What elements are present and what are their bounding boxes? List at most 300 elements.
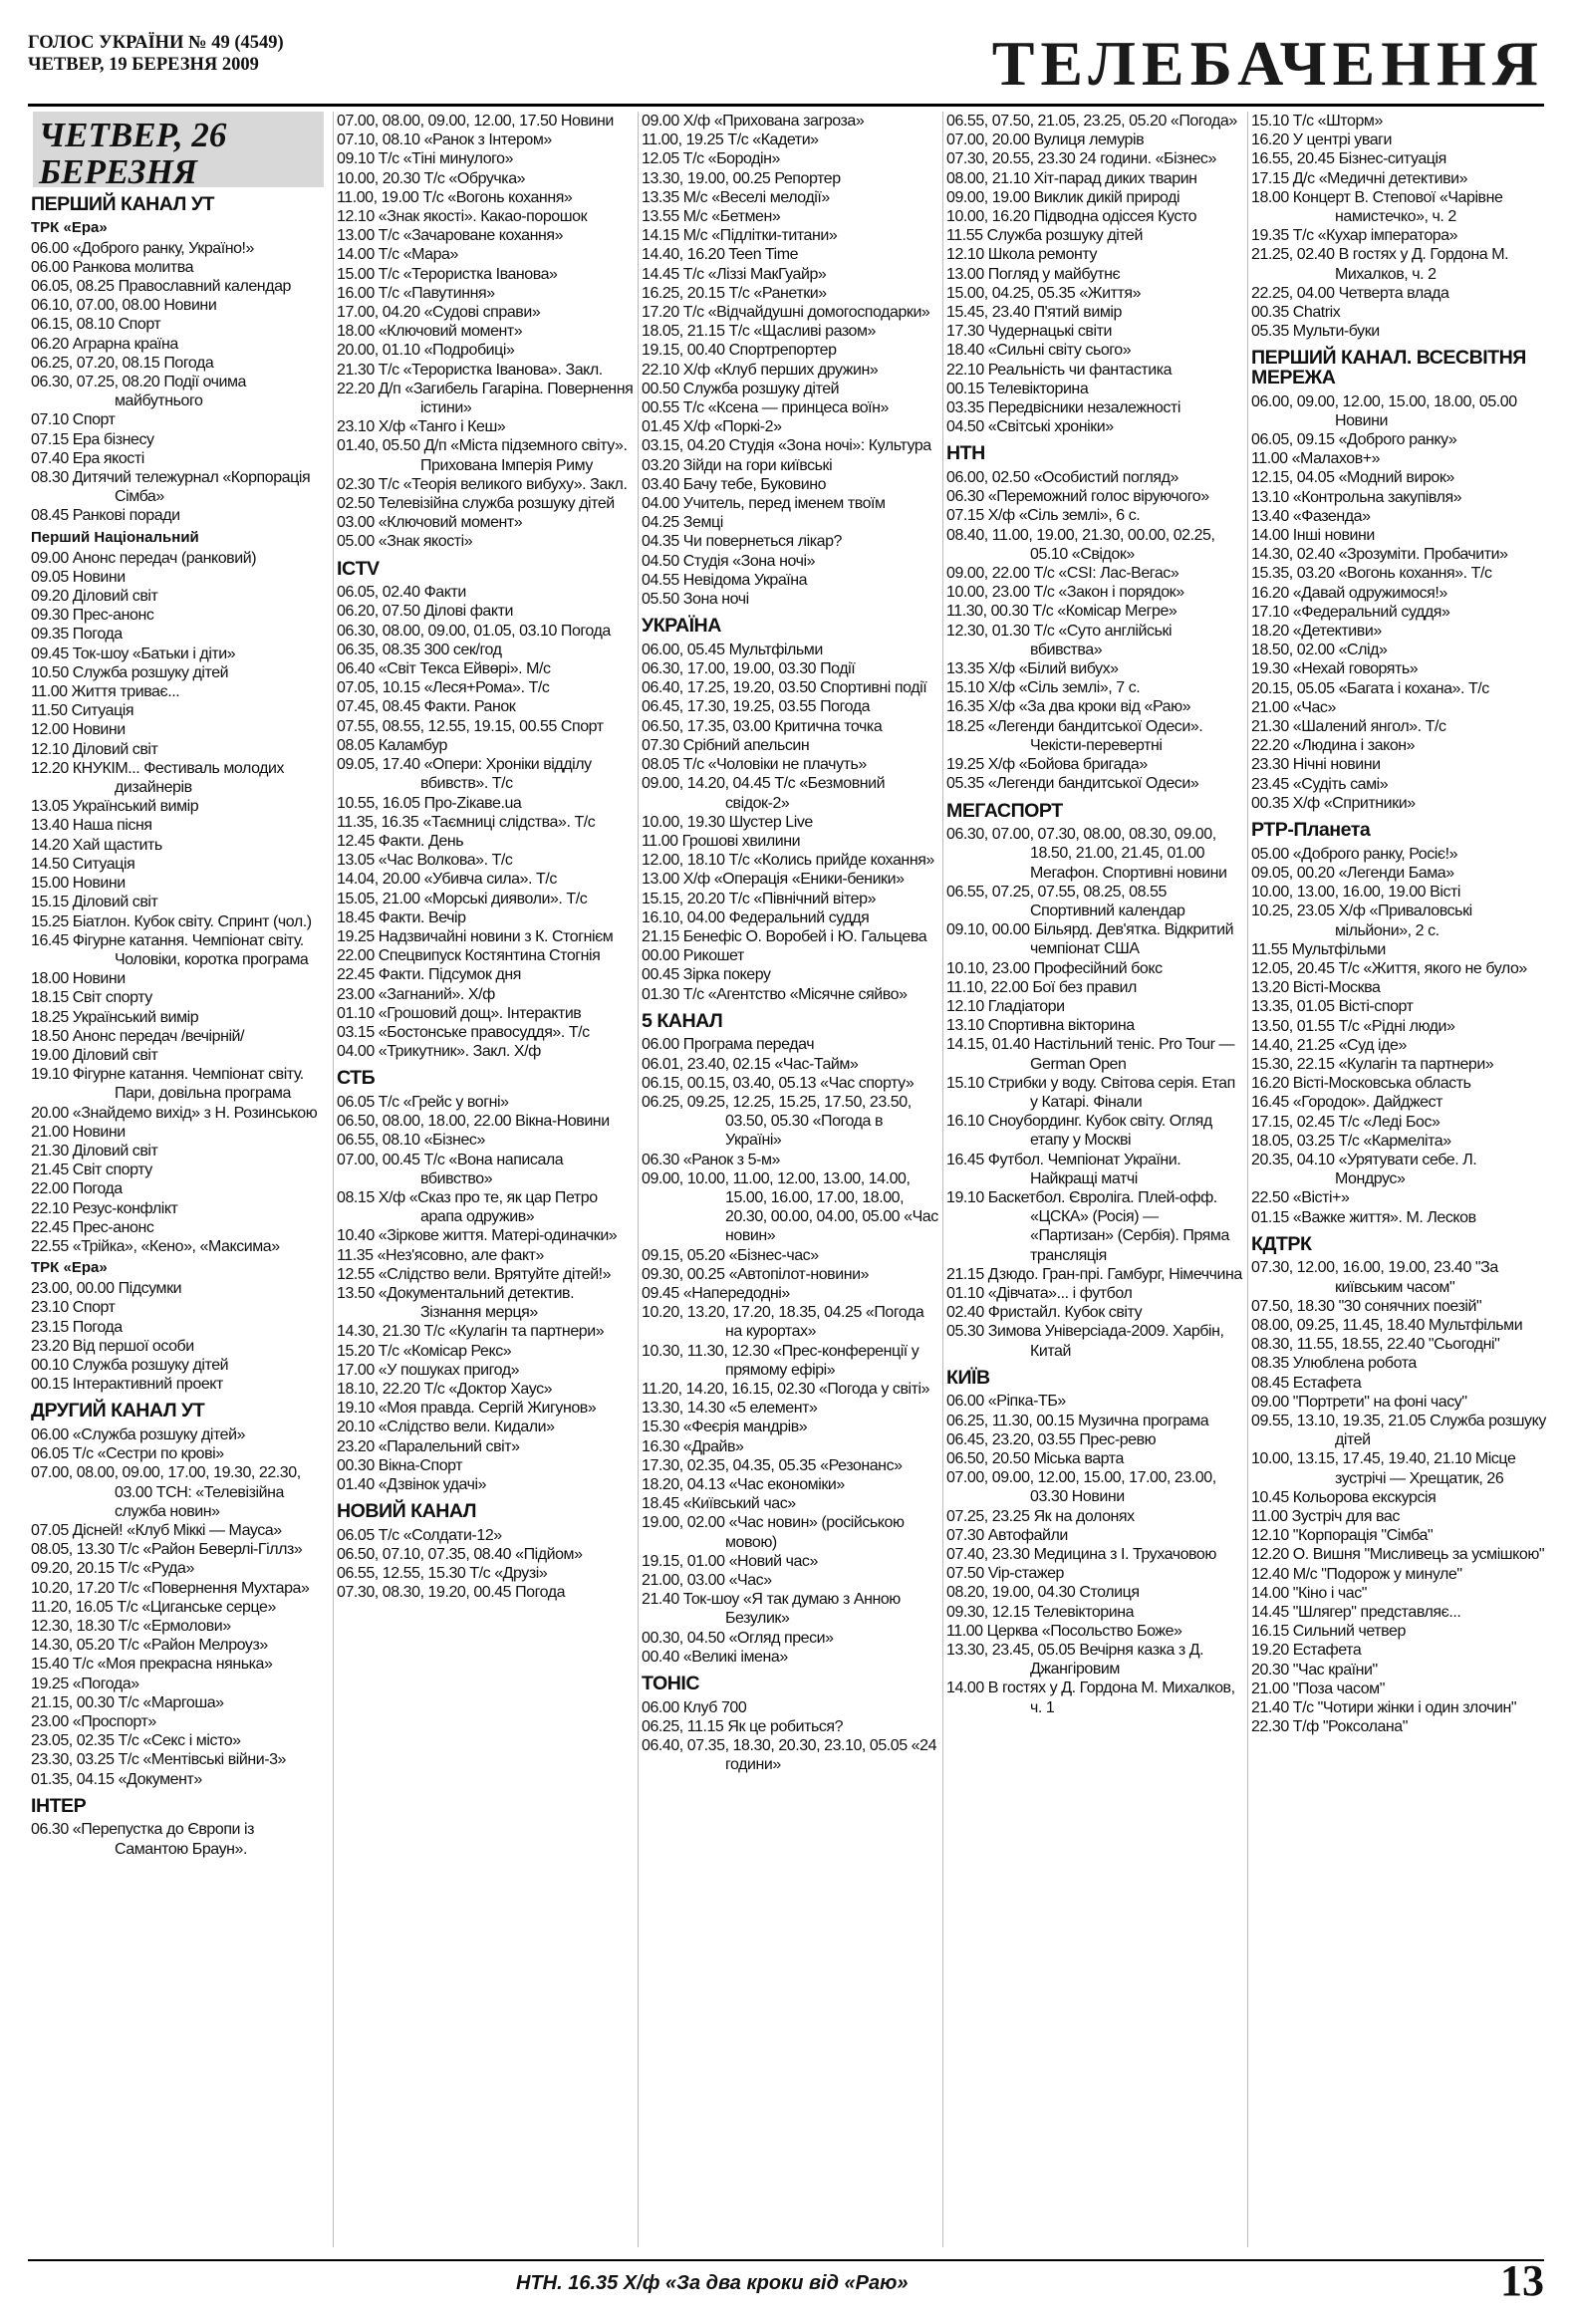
program-entry: 18.20 «Детективи» [1251, 623, 1382, 641]
program-entry: 12.45 Факти. День [337, 832, 464, 850]
program-entry: 09.20, 20.15 Т/с «Руда» [31, 1560, 194, 1578]
program-entry: 11.35, 16.35 «Таємниці слідства». Т/с [337, 813, 596, 831]
issue-line-1: ГОЛОС УКРАЇНИ № 49 (4549) [28, 33, 284, 53]
program-entry: 12.10 Школа ремонту [946, 246, 1098, 264]
program-entry: 14.30, 05.20 Т/с «Район Мелроуз» [31, 1637, 268, 1655]
program-entry: 17.30 Чудернацькі світи [946, 323, 1112, 341]
program-entry: 03.15, 04.20 Студія «Зона ночі»: Культура [642, 437, 931, 455]
program-entry: 20.10 «Слідство вели. Кидали» [337, 1419, 555, 1436]
program-entry: 09.10, 00.00 Більярд. Дев'ятка. Відкритий чемпіонат США [946, 921, 1234, 958]
program-entry: 09.35 Погода [31, 626, 123, 644]
program-entry: 14.00 Т/с «Мара» [337, 246, 458, 264]
program-entry: 06.40 «Світ Текса Ейвөрі». М/с [337, 660, 551, 678]
program-entry: 08.40, 11.00, 19.00, 21.30, 00.00, 02.25, 05.10 «Свідок» [946, 526, 1215, 563]
program-entry: 09.00 Х/ф «Прихована загроза» [642, 113, 865, 129]
program-entry: 20.30 "Час країни" [1251, 1661, 1378, 1678]
program-entry: 09.00 "Портрети" на фоні часу" [1251, 1393, 1467, 1411]
program-entry: 23.00 «Проспорт» [31, 1713, 156, 1731]
program-entry: 18.50 Анонс передач /вечірній/ [31, 1027, 245, 1045]
program-entry: 11.55 Мультфільми [1251, 940, 1386, 958]
program-entry: 06.50, 20.50 Міська варта [946, 1449, 1124, 1467]
program-entry: 18.05, 21.15 Т/с «Щасливі разом» [642, 323, 876, 341]
program-entry: 08.45 Естафета [1251, 1374, 1362, 1392]
program-entry: 04.35 Чи повернеться лікар? [642, 533, 842, 551]
program-entry: 03.15 «Бостонське правосуддя». Т/с [337, 1023, 590, 1041]
program-entry: 18.50, 02.00 «Слід» [1251, 642, 1388, 659]
program-entry: 06.00 «Ріпка-ТБ» [946, 1393, 1066, 1411]
program-entry: 15.00 Новини [31, 875, 126, 893]
program-entry: 14.00 Інші новини [1251, 527, 1375, 545]
program-entry: 06.00 Клуб 700 [642, 1698, 747, 1716]
program-entry: 11.00 Життя триває... [31, 683, 180, 701]
program-entry: 18.25 Український вимір [31, 1008, 199, 1026]
program-entry: 07.55, 08.55, 12.55, 19.15, 00.55 Спорт [337, 717, 604, 735]
program-entry: 19.10 Баскетбол. Євроліга. Плей-офф. «ЦСКА» (Росія) — «Партизан» (Сербія). Пряма трансляція [946, 1188, 1229, 1264]
program-entry: 09.05, 17.40 «Опери: Хроніки відділу вбивств». Т/с [337, 756, 592, 793]
channel-subheading: Перший Національний [31, 528, 199, 546]
program-entry: 10.50 Служба розшуку дітей [31, 663, 229, 681]
program-entry: 18.25 «Легенди бандитської Одеси». Чекісти-перевертні [946, 717, 1203, 754]
program-entry: 11.50 Ситуація [31, 702, 134, 720]
channel-heading: ICTV [337, 557, 380, 580]
program-entry: 16.20 Вісті-Московська область [1251, 1075, 1471, 1093]
program-entry: 07.30, 20.55, 23.30 24 години. «Бізнес» [946, 150, 1216, 168]
program-entry: 07.30, 12.00, 16.00, 19.00, 23.40 "За київським часом" [1251, 1259, 1498, 1296]
program-entry: 00.15 Телевікторина [946, 380, 1089, 397]
program-entry: 06.30, 08.00, 09.00, 01.05, 03.10 Погода [337, 622, 611, 640]
program-entry: 08.15 Х/ф «Сказ про те, як цар Петро арапа одружив» [337, 1188, 598, 1226]
program-entry: 03.20 Зійди на гори київські [642, 456, 833, 474]
program-entry: 14.20 Хай щастить [31, 836, 162, 854]
program-entry: 04.50 «Світські хроніки» [946, 418, 1114, 436]
program-entry: 19.25 Надзвичайні новини з К. Стогнієм [337, 927, 614, 945]
program-entry: 01.10 «Дівчата»... і футбол [946, 1284, 1133, 1302]
program-entry: 07.00, 00.45 Т/с «Вона написала вбивство» [337, 1151, 564, 1187]
program-entry: 07.00, 08.00, 09.00, 17.00, 19.30, 22.30, 03.00 ТСН: «Телевізійна служба новин» [31, 1464, 301, 1520]
program-entry: 12.40 М/с "Подорож у минуле" [1251, 1565, 1462, 1583]
channel-heading: НОВИЙ КАНАЛ [337, 1500, 477, 1523]
program-entry: 07.50, 18.30 "30 сонячних поезій" [1251, 1297, 1482, 1315]
channel-subheading: ТРК «Ера» [31, 218, 108, 236]
page-footer [28, 2256, 1544, 2305]
program-entry: 07.25, 23.25 Як на долонях [946, 1507, 1135, 1525]
program-entry: 06.05, 02.40 Факти [337, 584, 466, 602]
program-entry: 12.20 О. Вишня "Мисливець за усмішкою" [1251, 1546, 1545, 1564]
program-entry: 12.20 КНУКІМ... Фестиваль молодих дизайнерів [31, 759, 285, 797]
program-entry: 06.55, 07.50, 21.05, 23.25, 05.20 «Погода» [946, 113, 1237, 129]
program-entry: 21.40 Т/с "Чотири жінки і один злочин" [1251, 1699, 1517, 1717]
program-entry: 06.25, 11.15 Як це робиться? [642, 1717, 844, 1735]
program-entry: 22.20 «Людина і закон» [1251, 737, 1416, 755]
program-entry: 22.00 Спецвипуск Костянтина Стогнія [337, 947, 601, 965]
program-entry: 06.30, 07.00, 07.30, 08.00, 08.30, 09.00, 18.50, 21.00, 21.45, 01.00 Мегафон. Спортивні новини [946, 826, 1227, 882]
program-entry: 16.15 Сильний четвер [1251, 1623, 1406, 1641]
channel-heading: ДРУГИЙ КАНАЛ УТ [31, 1400, 205, 1422]
program-entry: 06.30 «Перепустка до Європи із Самантою Браун». [31, 1821, 255, 1858]
program-entry: 18.00 «Ключовий момент» [337, 323, 523, 341]
program-entry: 08.00, 09.25, 11.45, 18.40 Мультфільми [1251, 1316, 1523, 1334]
program-entry: 16.10, 04.00 Федеральний суддя [642, 908, 870, 926]
program-entry: 12.30, 18.30 Т/с «Ермолови» [31, 1618, 231, 1635]
program-entry: 13.00 Х/ф «Операція «Еники-беники» [642, 871, 905, 889]
program-entry: 01.35, 04.15 «Документ» [31, 1770, 202, 1788]
program-entry: 17.20 Т/с «Відчайдушні домогосподарки» [642, 304, 930, 322]
program-entry: 06.40, 07.35, 18.30, 20.30, 23.10, 05.05 «24 години» [642, 1737, 937, 1774]
channel-heading: УКРАЇНА [642, 615, 721, 638]
program-entry: 02.40 Фристайл. Кубок світу [946, 1304, 1143, 1322]
program-entry: 13.10 Спортивна вікторина [946, 1017, 1135, 1035]
program-entry: 21.30 Т/с «Терористка Іванова». Закл. [337, 361, 603, 379]
schedule-column [1247, 112, 1552, 2247]
program-entry: 15.05, 21.00 «Морські дияволи». Т/с [337, 890, 588, 907]
program-entry: 15.15, 20.20 Т/с «Північний вітер» [642, 890, 877, 907]
program-entry: 10.40 «Зіркове життя. Матері-одиначки» [337, 1227, 618, 1245]
program-entry: 10.00, 20.30 Т/с «Обручка» [337, 169, 526, 187]
program-entry: 15.10 Стрибки у воду. Світова серія. Етап у Катарі. Фінали [946, 1074, 1235, 1111]
program-entry: 06.00 Програма передач [642, 1036, 815, 1054]
program-entry: 06.00 Ранкова молитва [31, 258, 194, 276]
program-entry: 16.45 «Городок». Дайджест [1251, 1094, 1443, 1112]
program-entry: 20.15, 05.05 «Багата і кохана». Т/с [1251, 679, 1489, 697]
program-entry: 12.15, 04.05 «Модний вирок» [1251, 469, 1454, 487]
program-entry: 15.10 Х/ф «Сіль землі», 7 с. [946, 679, 1141, 697]
program-entry: 23.20 «Паралельний світ» [337, 1437, 520, 1455]
program-entry: 23.10 Спорт [31, 1299, 116, 1317]
program-entry: 13.00 Погляд у майбутнє [946, 265, 1121, 283]
program-entry: 00.30, 04.50 «Огляд преси» [642, 1629, 834, 1647]
program-entry: 23.05, 02.35 Т/с «Секс і місто» [31, 1732, 241, 1750]
program-entry: 06.35, 08.35 300 сек/год [337, 641, 502, 658]
program-entry: 16.55, 20.45 Бізнес-ситуація [1251, 150, 1446, 168]
program-entry: 06.05 Т/с «Солдати-12» [337, 1526, 502, 1544]
program-entry: 09.45 Ток-шоу «Батьки і діти» [31, 645, 236, 662]
program-entry: 14.00 "Кіно і час" [1251, 1584, 1368, 1602]
program-entry: 05.00 «Знак якості» [337, 533, 473, 551]
program-entry: 06.40, 17.25, 19.20, 03.50 Спортивні події [642, 679, 927, 697]
program-entry: 18.00 Концерт В. Степової «Чарівне намистечко», ч. 2 [1251, 188, 1503, 226]
program-entry: 22.45 Факти. Підсумок дня [337, 966, 522, 984]
program-entry: 09.05 Новини [31, 568, 126, 586]
program-entry: 06.30, 07.25, 08.20 Події очима майбутнього [31, 374, 246, 410]
program-entry: 13.35 Х/ф «Білий вибух» [946, 660, 1119, 678]
program-entry: 07.05 Дісней! «Клуб Міккі — Мауса» [31, 1521, 282, 1539]
program-entry: 11.00 Церква «Посольство Боже» [946, 1622, 1182, 1640]
program-entry: 09.00, 10.00, 11.00, 12.00, 13.00, 14.00, 15.00, 16.00, 17.00, 18.00, 20.30, 00.00, 04.00, 05.00 «Час новин» [642, 1169, 938, 1245]
program-entry: 14.00 В гостях у Д. Гордона М. Михалков, ч. 1 [946, 1679, 1235, 1716]
program-entry: 06.00 «Служба розшуку дітей» [31, 1425, 246, 1443]
program-entry: 05.50 Зона ночі [642, 591, 749, 609]
program-entry: 17.00, 04.20 «Судові справи» [337, 304, 541, 322]
schedule-column [638, 112, 942, 2247]
schedule-column [28, 112, 333, 2247]
program-entry: 21.00 Новини [31, 1123, 126, 1141]
program-entry: 13.00 Т/с «Зачароване кохання» [337, 227, 564, 245]
program-entry: 11.35 «Нез'ясовно, але факт» [337, 1246, 545, 1264]
program-entry: 16.20 «Давай одружимося!» [1251, 584, 1447, 602]
program-entry: 10.20, 13.20, 17.20, 18.35, 04.25 «Погода на курортах» [642, 1304, 924, 1341]
program-entry: 18.05, 03.25 Т/с «Кармеліта» [1251, 1132, 1451, 1150]
program-entry: 17.15 Д/с «Медичні детективи» [1251, 169, 1468, 187]
program-entry: 06.20, 07.50 Ділові факти [337, 603, 513, 621]
channel-heading: ПЕРШИЙ КАНАЛ УТ [31, 193, 215, 215]
program-entry: 06.01, 23.40, 02.15 «Час-Тайм» [642, 1055, 859, 1073]
program-entry: 21.30 Діловий світ [31, 1142, 158, 1160]
program-entry: 06.30 «Переможний голос віруючого» [946, 488, 1209, 506]
program-entry: 07.00, 20.00 Вулиця лемурів [946, 131, 1145, 149]
program-entry: 10.10, 23.00 Професійний бокс [946, 959, 1163, 977]
program-entry: 12.55 «Слідство вели. Врятуйте дітей!» [337, 1265, 612, 1283]
program-entry: 23.00, 00.00 Підсумки [31, 1280, 182, 1298]
program-entry: 07.40, 23.30 Медицина з І. Трухачовою [946, 1546, 1216, 1563]
program-entry: 15.00 Т/с «Терористка Іванова» [337, 265, 558, 283]
program-entry: 17.15, 02.45 Т/с «Леді Бос» [1251, 1113, 1440, 1131]
program-entry: 16.25, 20.15 Т/с «Ранетки» [642, 284, 827, 302]
program-entry: 17.10 «Федеральний суддя» [1251, 603, 1450, 621]
program-entry: 08.05 Каламбур [337, 736, 447, 754]
program-entry: 14.50 Ситуація [31, 855, 135, 873]
program-entry: 19.25 «Погода» [31, 1675, 139, 1692]
program-entry: 23.10 Х/ф «Танго і Кеш» [337, 418, 506, 436]
program-entry: 22.20 Д/п «Загибель Гагаріна. Повернення істини» [337, 380, 634, 417]
program-entry: 04.00 Учитель, перед іменем твоїм [642, 495, 886, 513]
channel-heading: НТН [946, 442, 985, 465]
channel-heading: ПЕРШИЙ КАНАЛ. ВСЕСВІТНЯ МЕРЕЖА [1251, 347, 1526, 389]
channel-heading: ІНТЕР [31, 1794, 87, 1817]
program-entry: 06.55, 12.55, 15.30 Т/с «Друзі» [337, 1565, 548, 1583]
program-entry: 00.30 Вікна-Спорт [337, 1456, 463, 1474]
program-entry: 10.20, 17.20 Т/с «Повернення Мухтара» [31, 1579, 310, 1597]
program-entry: 23.30, 03.25 Т/с «Ментівські війни-3» [31, 1751, 286, 1769]
program-entry: 14.15, 01.40 Настільний теніс. Pro Tour — German Open [946, 1036, 1235, 1073]
program-entry: 09.30, 00.25 «Автопілот-новини» [642, 1265, 870, 1283]
program-entry: 13.55 М/с «Бетмен» [642, 208, 781, 226]
program-entry: 21.00 "Поза часом" [1251, 1679, 1385, 1697]
program-entry: 21.15 Дзюдо. Гран-прі. Гамбург, Німеччина [946, 1265, 1242, 1283]
schedule-columns [28, 112, 1552, 2247]
program-entry: 11.00, 19.25 Т/с «Кадети» [642, 131, 819, 149]
program-entry: 10.25, 23.05 Х/ф «Приваловські мільйони», 2 с. [1251, 903, 1472, 939]
program-entry: 06.45, 23.20, 03.55 Прес-ревю [946, 1430, 1157, 1448]
program-entry: 16.20 У центрі уваги [1251, 131, 1393, 149]
program-entry: 07.15 Х/ф «Сіль землі», 6 с. [946, 507, 1141, 525]
program-entry: 07.30 Срібний апельсин [642, 736, 810, 754]
program-entry: 11.20, 14.20, 16.15, 02.30 «Погода у світі» [642, 1380, 930, 1398]
program-entry: 15.35, 03.20 «Вогонь кохання». Т/с [1251, 565, 1492, 583]
program-entry: 21.45 Світ спорту [31, 1162, 152, 1179]
program-entry: 20.35, 04.10 «Урятувати себе. Л. Мондрус» [1251, 1151, 1477, 1188]
program-entry: 10.30, 11.30, 12.30 «Прес-конференції у прямому ефірі» [642, 1342, 919, 1379]
program-entry: 05.35 «Легенди бандитської Одеси» [946, 775, 1199, 793]
program-entry: 01.10 «Грошовий дощ». Інтерактив [337, 1004, 582, 1022]
program-entry: 15.30 «Феєрія мандрів» [642, 1419, 808, 1436]
program-entry: 11.55 Служба розшуку дітей [946, 227, 1143, 245]
program-entry: 10.45 Кольорова екскурсія [1251, 1488, 1437, 1506]
program-entry: 02.30 Т/с «Теорія великого вибуху». Закл. [337, 475, 628, 493]
program-entry: 19.30 «Нехай говорять» [1251, 660, 1419, 678]
schedule-column [333, 112, 638, 2247]
program-entry: 01.45 Х/ф «Поркі-2» [642, 418, 782, 436]
program-entry: 07.00, 08.00, 09.00, 12.00, 17.50 Новини [337, 113, 614, 129]
program-entry: 06.25, 09.25, 12.25, 15.25, 17.50, 23.50, 03.50, 05.30 «Погода в Україні» [642, 1093, 912, 1150]
program-entry: 06.05, 09.15 «Доброго ранку» [1251, 431, 1457, 449]
program-entry: 06.50, 07.10, 07.35, 08.40 «Підйом» [337, 1546, 583, 1563]
program-entry: 19.25 Х/ф «Бойова бригада» [946, 756, 1148, 774]
program-entry: 06.25, 07.20, 08.15 Погода [31, 354, 214, 372]
program-entry: 04.00 «Трикутник». Закл. Х/ф [337, 1043, 541, 1061]
program-entry: 16.30 «Драйв» [642, 1437, 744, 1455]
program-entry: 14.30, 21.30 Т/с «Кулагін та партнери» [337, 1323, 605, 1341]
program-entry: 23.30 Нічні новини [1251, 756, 1381, 774]
program-entry: 14.15 М/с «Підлітки-титани» [642, 227, 838, 245]
program-entry: 13.20 Вісті-Москва [1251, 979, 1381, 997]
program-entry: 12.05 Т/с «Бородін» [642, 150, 780, 168]
program-entry: 07.45, 08.45 Факти. Ранок [337, 698, 516, 716]
program-entry: 19.35 Т/с «Кухар імператора» [1251, 227, 1458, 245]
program-entry: 07.10 Спорт [31, 411, 116, 429]
program-entry: 00.50 Служба розшуку дітей [642, 380, 840, 397]
program-entry: 12.10 "Корпорація "Сімба" [1251, 1527, 1434, 1545]
program-entry: 04.55 Невідома Україна [642, 571, 808, 589]
program-entry: 07.30 Автофайли [946, 1526, 1068, 1544]
program-entry: 11.00 Зустріч для вас [1251, 1507, 1400, 1525]
program-entry: 15.30, 22.15 «Кулагін та партнери» [1251, 1055, 1494, 1073]
section-title: ТЕЛЕБАЧЕННЯ [991, 28, 1544, 99]
program-entry: 13.35, 01.05 Вісті-спорт [1251, 998, 1414, 1016]
footer-teaser: НТН. 16.35 Х/ф «За два кроки від «Раю» [516, 2272, 909, 2294]
program-entry: 12.00 Новини [31, 721, 126, 739]
program-entry: 13.50 «Документальний детектив. Зізнання мерця» [337, 1284, 575, 1322]
program-entry: 20.00 «Знайдемо вихід» з Н. Розинською [31, 1104, 318, 1122]
program-entry: 13.40 Наша пісня [31, 817, 152, 835]
issue-info [28, 32, 284, 76]
program-entry: 14.40, 21.25 «Суд іде» [1251, 1036, 1407, 1054]
program-entry: 15.10 Т/с «Шторм» [1251, 113, 1383, 129]
program-entry: 22.55 «Трійка», «Кено», «Максима» [31, 1237, 280, 1255]
program-entry: 14.40, 16.20 Teen Time [642, 246, 799, 264]
program-entry: 21.40 Ток-шоу «Я так думаю з Анною Безулик» [642, 1591, 901, 1628]
program-entry: 07.50 Vip-стажер [946, 1565, 1064, 1583]
program-entry: 07.15 Ера бізнесу [31, 430, 154, 448]
program-entry: 22.50 «Вісті+» [1251, 1189, 1350, 1207]
program-entry: 08.20, 19.00, 04.30 Столиця [946, 1584, 1140, 1602]
program-entry: 23.45 «Судіть самі» [1251, 775, 1389, 793]
program-entry: 13.30, 14.30 «5 елемент» [642, 1400, 818, 1418]
program-entry: 23.15 Погода [31, 1318, 123, 1336]
program-entry: 10.00, 16.20 Підводна одіссея Кусто [946, 208, 1197, 226]
program-entry: 09.10 Т/с «Тіні минулого» [337, 150, 514, 168]
program-entry: 18.00 Новини [31, 970, 126, 988]
channel-heading: КИЇВ [946, 1366, 990, 1389]
program-entry: 13.30, 19.00, 00.25 Репортер [642, 169, 841, 187]
program-entry: 22.10 Реальність чи фантастика [946, 361, 1173, 379]
program-entry: 06.05 Т/с «Грейс у вогні» [337, 1093, 509, 1111]
program-entry: 09.00 Анонс передач (ранковий) [31, 549, 257, 567]
program-entry: 12.10 Гладіатори [946, 997, 1065, 1015]
program-entry: 22.30 Т/ф "Роксолана" [1251, 1718, 1408, 1736]
program-entry: 10.00, 23.00 Т/с «Закон і порядок» [946, 584, 1184, 602]
program-entry: 08.30 Дитячий тележурнал «Корпорація Сімба» [31, 469, 311, 506]
program-entry: 09.55, 13.10, 19.35, 21.05 Служба розшуку дітей [1251, 1412, 1546, 1449]
program-entry: 15.25 Біатлон. Кубок світу. Спринт (чол.) [31, 912, 312, 930]
program-entry: 01.15 «Важке життя». М. Лесков [1251, 1208, 1476, 1226]
program-entry: 06.00 «Доброго ранку, Україно!» [31, 239, 255, 257]
program-entry: 07.05, 10.15 «Леся+Рома». Т/с [337, 679, 550, 697]
program-entry: 21.30 «Шалений янгол». Т/с [1251, 718, 1446, 736]
program-entry: 15.00, 04.25, 05.35 «Життя» [946, 284, 1142, 302]
program-entry: 18.45 Факти. Вечір [337, 908, 466, 926]
program-entry: 11.00, 19.00 Т/с «Вогонь кохання» [337, 188, 573, 206]
program-entry: 18.15 Світ спорту [31, 989, 152, 1007]
program-entry: 06.30 «Ранок з 5-м» [642, 1151, 780, 1168]
program-entry: 08.30, 11.55, 18.55, 22.40 "Сьогодні" [1251, 1336, 1500, 1354]
program-entry: 06.15, 08.10 Спорт [31, 316, 161, 334]
program-entry: 16.00 Т/с «Павутиння» [337, 284, 495, 302]
program-entry: 14.45 Т/с «Ліззі МакГуайр» [642, 265, 827, 283]
program-entry: 22.00 Погода [31, 1180, 123, 1198]
program-entry: 12.05, 20.45 Т/с «Життя, якого не було» [1251, 959, 1527, 977]
program-entry: 13.50, 01.55 Т/с «Рідні люди» [1251, 1017, 1455, 1035]
program-entry: 11.10, 22.00 Бої без правил [946, 978, 1137, 996]
program-entry: 08.00, 21.10 Хіт-парад диких тварин [946, 169, 1197, 187]
program-entry: 18.10, 22.20 Т/с «Доктор Хаус» [337, 1380, 553, 1398]
program-entry: 07.10, 08.10 «Ранок з Інтером» [337, 131, 552, 149]
program-entry: 18.45 «Київський час» [642, 1495, 796, 1513]
program-entry: 22.45 Прес-анонс [31, 1218, 154, 1236]
program-entry: 06.20 Аграрна країна [31, 335, 178, 353]
program-entry: 16.10 Сноубординг. Кубок світу. Огляд етапу у Москві [946, 1113, 1212, 1150]
program-entry: 23.20 Від першої особи [31, 1337, 194, 1355]
program-entry: 05.00 «Доброго ранку, Росіє!» [1251, 845, 1458, 863]
program-entry: 19.10 Фігурне катання. Чемпіонат світу. Пари, довільна програма [31, 1066, 304, 1103]
program-entry: 13.30, 23.45, 05.05 Вечірня казка з Д. Джангіровим [946, 1642, 1204, 1678]
program-entry: 07.00, 09.00, 12.00, 15.00, 17.00, 23.00, 03.30 Новини [946, 1469, 1216, 1506]
program-entry: 06.30, 17.00, 19.00, 03.30 Події [642, 660, 856, 678]
program-entry: 06.55, 08.10 «Бізнес» [337, 1132, 485, 1150]
program-entry: 17.00 «У пошуках пригод» [337, 1361, 520, 1379]
program-entry: 08.05, 13.30 Т/с «Район Беверлі-Гіллз» [31, 1541, 303, 1559]
program-entry: 13.35 М/с «Веселі мелодії» [642, 188, 830, 206]
program-entry: 08.05 Т/с «Чоловіки не плачуть» [642, 756, 867, 774]
program-entry: 19.20 Естафета [1251, 1642, 1362, 1660]
program-entry: 07.30, 08.30, 19.20, 00.45 Погода [337, 1584, 566, 1602]
channel-heading: СТБ [337, 1067, 376, 1090]
program-entry: 13.40 «Фазенда» [1251, 507, 1371, 525]
program-entry: 06.05 Т/с «Сестри по крові» [31, 1445, 224, 1463]
program-entry: 03.00 «Ключовий момент» [337, 514, 523, 532]
program-entry: 00.10 Служба розшуку дітей [31, 1356, 229, 1374]
program-entry: 06.15, 00.15, 03.40, 05.13 «Час спорту» [642, 1074, 915, 1092]
program-entry: 11.00 Грошові хвилини [642, 832, 801, 850]
program-entry: 03.35 Передвісники незалежності [946, 399, 1180, 417]
program-entry: 11.30, 00.30 Т/с «Комісар Мегре» [946, 603, 1178, 621]
program-entry: 12.30, 01.30 Т/с «Суто англійські вбивства» [946, 622, 1173, 658]
program-entry: 05.30 Зимова Універсіада-2009. Харбін, Китай [946, 1323, 1224, 1360]
program-entry: 10.00, 13.15, 17.45, 19.40, 21.10 Місце зустрічі — Хрещатик, 26 [1251, 1450, 1516, 1487]
program-entry: 06.55, 07.25, 07.55, 08.25, 08.55 Спортивний календар [946, 883, 1185, 919]
program-entry: 14.30, 02.40 «Зрозуміти. Пробачити» [1251, 546, 1508, 564]
program-entry: 21.00 «Час» [1251, 698, 1336, 716]
program-entry: 21.15, 00.30 Т/с «Маргоша» [31, 1693, 224, 1711]
program-entry: 00.45 Зірка покеру [642, 966, 771, 984]
program-entry: 16.45 Фігурне катання. Чемпіонат світу. Чоловіки, коротка програма [31, 931, 309, 968]
program-entry: 07.40 Ера якості [31, 449, 144, 467]
program-entry: 21.15 Бенефіс О. Воробей і Ю. Гальцева [642, 927, 927, 945]
channel-heading: 5 КАНАЛ [642, 1009, 723, 1032]
program-entry: 10.55, 16.05 Про-Zікаве.ua [337, 794, 522, 812]
program-entry: 05.35 Мульти-буки [1251, 323, 1380, 341]
program-entry: 08.45 Ранкові поради [31, 507, 180, 525]
program-entry: 06.00, 05.45 Мультфільми [642, 641, 823, 658]
